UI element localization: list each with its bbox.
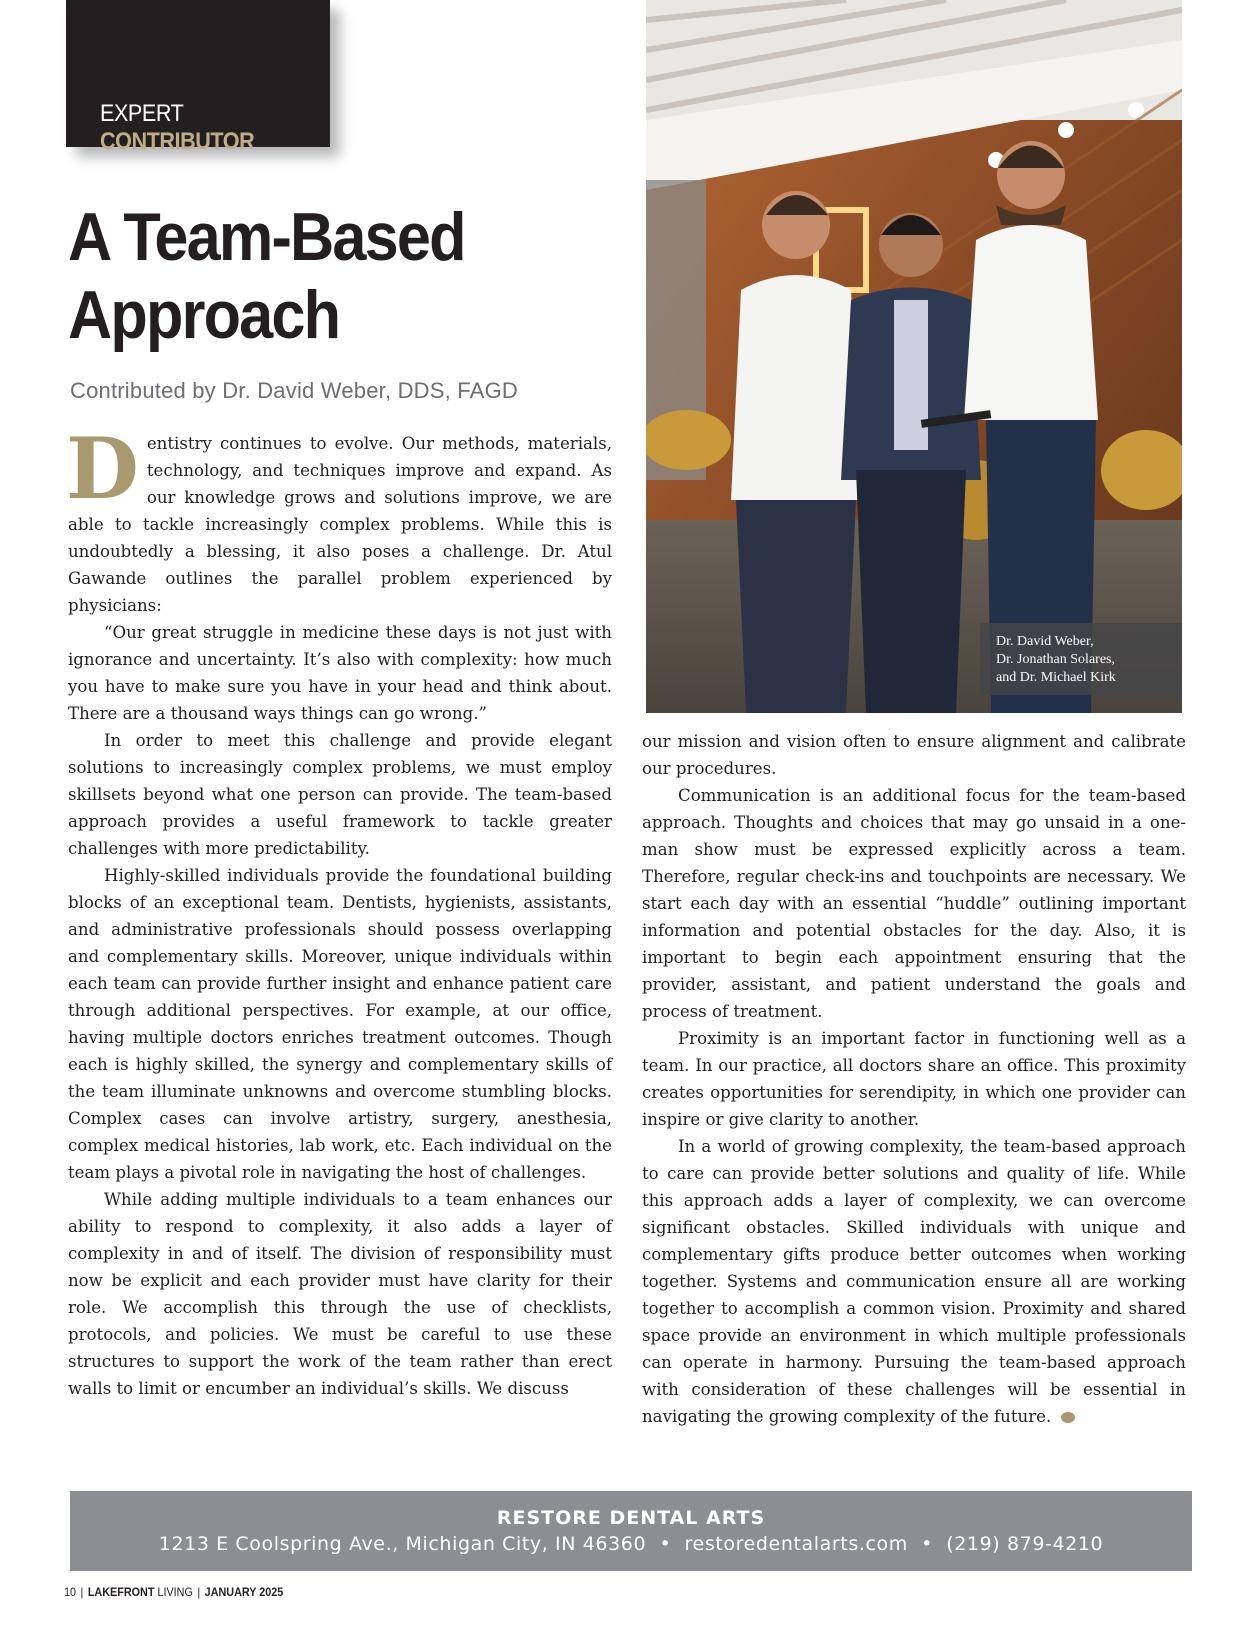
end-mark-icon [1061, 1412, 1075, 1423]
paragraph-3: In order to meet this challenge and provide elegant solutions to increasingly complex problems, we must employ skillsets beyond what one person can provide. The team-based approach provides a useful framework to tackle greater challenges with more predictability. [68, 731, 612, 858]
contact-line [70, 1533, 1192, 1555]
photo-caption-line2: Dr. Jonathan Solares, [996, 652, 1115, 667]
doctors-photo-illustration [646, 0, 1182, 713]
byline: Contributed by Dr. David Weber, DDS, FAGD [70, 378, 518, 403]
drop-cap: D [66, 419, 139, 518]
separator-dot: • [659, 1533, 672, 1555]
practice-address: 1213 E Coolspring Ave., Michigan City, IN 46360 [158, 1533, 647, 1555]
paragraph-8 [642, 1133, 1186, 1430]
article-title [68, 198, 465, 354]
body-column-left [66, 419, 612, 1402]
magazine-name-bold: LAKEFRONT [87, 1585, 155, 1599]
paragraph-6: Communication is an additional focus for the team-based approach. Thoughts and choices that may go unsaid in a one-man show must be expressed explicitly across a team. Therefore, regular check-ins and touchpoints are necessary. We start each day with an essential “huddle” outlining important information and potential obstacles for the day. Also, it is important to begin each appointment ensuring that the provider, assistant, and patient understand the goals and process of treatment. [642, 786, 1186, 1021]
practice-website-link[interactable]: restoredentalarts.com [684, 1533, 908, 1555]
doctors-photo [646, 0, 1182, 713]
paragraph-5: While adding multiple individuals to a team enhances our ability to respond to complexity, it also adds a layer of complexity in and of itself. The division of responsibility must now be explicit and each provider must have clarity for their role. We accomplish this through the use of checklists, protocols, and policies. We must be careful to use these structures to support the work of the team rather than erect walls to limit or encumber an individual’s skills. We discuss [68, 1190, 612, 1398]
magazine-name-rest: LIVING [157, 1585, 193, 1599]
section-tag-word2: CONTRIBUTOR [100, 128, 255, 155]
article-title-line1: A Team-Based [68, 199, 465, 275]
contact-footer [70, 1491, 1192, 1571]
paragraph-1 [66, 419, 612, 619]
folio-divider: | [197, 1585, 201, 1599]
page-folio [64, 1585, 283, 1599]
paragraph-8-text: In a world of growing complexity, the team-based approach to care can provide better solutions and quality of life. While this approach adds a layer of complexity, we can overcome significant obstacles. Skilled individuals with unique and complementary gifts produce better outcomes when working together. Systems and communication ensure all are working together to accomplish a common vision. Proximity and shared space provide an environment in which multiple professionals can operate in harmony. Pursuing the team-based approach with consideration of these challenges will be essential in navigating the growing complexity of the future. [642, 1137, 1186, 1426]
paragraph-4: Highly-skilled individuals provide the foundational building blocks of an exceptional team. Dentists, hygienists, assistants, and administrative professionals should possess overlapping and complementary skills. Moreover, unique individuals within each team can provide further insight and enhance patient care through additional perspectives. For example, at our office, having multiple doctors enriches treatment outcomes. Though each is highly skilled, the synergy and complementary skills of the team illuminate unknowns and overcome stumbling blocks. Complex cases can involve artistry, surgery, anesthesia, complex medical histories, lab work, etc. Each individual on the team plays a pivotal role in navigating the host of challenges. [68, 866, 612, 1182]
photo-caption-line3: and Dr. Michael Kirk [996, 670, 1116, 685]
section-tag-word1: EXPERT [100, 100, 183, 127]
folio-divider: | [80, 1585, 84, 1599]
paragraph-1-text: entistry continues to evolve. Our methods, materials, technology, and techniques improve and expand. As our knowledge grows and solutions improve, we are able to tackle increasingly complex problems. While this is undoubtedly a blessing, it also poses a challenge. Dr. Atul Gawande outlines the parallel problem experienced by physicians: [68, 434, 612, 615]
section-tag [66, 0, 330, 155]
body-column-right [642, 728, 1186, 1430]
paragraph-5-continued: our mission and vision often to ensure alignment and calibrate our procedures. [642, 732, 1186, 778]
paragraph-quote: “Our great struggle in medicine these days is not just with ignorance and uncertainty. It’s also with complexity: how much you have to make sure you have in your head and think about. There are a thousand ways things can go wrong.” [68, 623, 612, 723]
photo-caption [980, 623, 1182, 695]
practice-phone: (219) 879-4210 [946, 1533, 1104, 1555]
practice-name: RESTORE DENTAL ARTS [496, 1507, 766, 1529]
section-tag-text [100, 100, 307, 156]
paragraph-7: Proximity is an important factor in functioning well as a team. In our practice, all doctors share an office. This proximity creates opportunities for serendipity, in which one provider can inspire or give clarity to another. [642, 1029, 1186, 1129]
issue-date: JANUARY 2025 [204, 1585, 284, 1599]
separator-dot: • [921, 1533, 933, 1555]
photo-caption-line1: Dr. David Weber, [996, 634, 1094, 649]
article-title-line2: Approach [68, 277, 340, 353]
page-number: 10 [64, 1585, 77, 1599]
